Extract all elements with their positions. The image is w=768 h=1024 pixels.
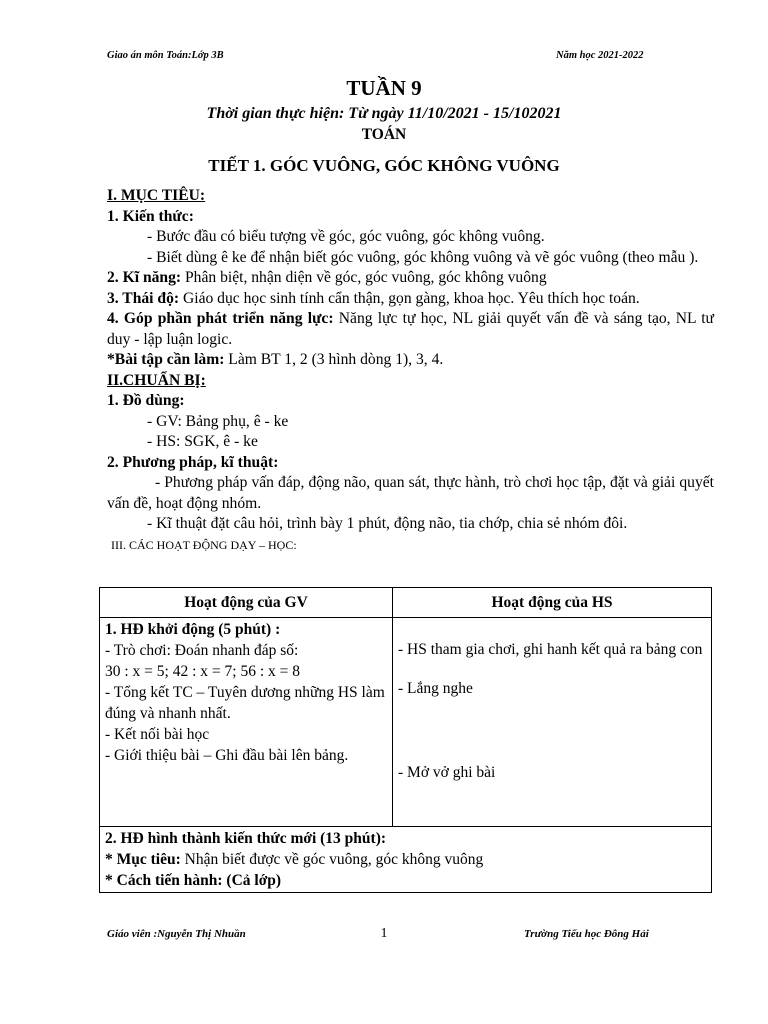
- competence-line: [107, 309, 714, 350]
- exercise-text: Làm BT 1, 2 (3 hình dòng 1), 3, 4.: [224, 351, 444, 368]
- warmup-hs-1: - HS tham gia chơi, ghi hanh kết quả ra bảng con: [398, 641, 703, 658]
- section3-heading: III. CÁC HOẠT ĐỘNG DẠY – HỌC:: [111, 537, 297, 552]
- activities-table: [99, 587, 712, 893]
- col-header-hs: Hoạt động của HS: [393, 588, 712, 618]
- new-knowledge-heading: 2. HĐ hình thành kiến thức mới (13 phút):: [105, 830, 387, 847]
- tools-gv: - GV: Bảng phụ, ê - ke: [147, 412, 289, 430]
- table-header-row: [100, 588, 712, 618]
- goal-label: * Mục tiêu:: [105, 851, 181, 868]
- knowledge-label: 1. Kiến thức:: [107, 207, 194, 225]
- method-label: * Cách tiến hành: (Cả lớp): [105, 872, 282, 889]
- cell-gv-warmup: [100, 618, 393, 827]
- exercise-label: *Bài tập cần làm:: [107, 351, 225, 368]
- goal-text: Nhận biết được về góc vuông, góc không vuông: [180, 851, 484, 868]
- warmup-gv-3: - Tổng kết TC – Tuyên dương những HS làm đúng và nhanh nhất.: [105, 684, 385, 722]
- lesson-title: TIẾT 1. GÓC VUÔNG, GÓC KHÔNG VUÔNG: [208, 156, 560, 175]
- footer-school: Trường Tiểu học Đông Hải: [524, 928, 649, 940]
- knowledge-item-1: - Bước đầu có biểu tượng về góc, góc vuông, góc không vuông.: [147, 228, 545, 245]
- attitude-text: Giáo dục học sinh tính cẩn thận, gọn gàng, khoa học. Yêu thích học toán.: [179, 289, 640, 307]
- page-title: TUẦN 9: [346, 76, 422, 100]
- methods-label: 2. Phương pháp, kĩ thuật:: [107, 453, 279, 471]
- tools-hs: - HS: SGK, ê - ke: [147, 433, 258, 450]
- skill-label: 2. Kĩ năng:: [107, 269, 182, 286]
- warmup-hs-3: - Mở vở ghi bài: [398, 764, 496, 781]
- warmup-gv-4: - Kết nối bài học: [105, 726, 210, 743]
- warmup-heading: 1. HĐ khởi động (5 phút) :: [105, 621, 281, 638]
- cell-hs-warmup: [393, 618, 712, 827]
- methods-item-1: - Phương pháp vấn đáp, động não, quan sát, thực hành, trò chơi học tập, đặt và giải quyết vấn đề, hoạt động nhóm.: [107, 474, 714, 512]
- competence-label: 4. Góp phần phát triển năng lực:: [107, 310, 334, 327]
- subject-label: TOÁN: [361, 126, 407, 143]
- document-body: [107, 186, 714, 555]
- warmup-gv-2: 30 : x = 5; 42 : x = 7; 56 : x = 8: [105, 663, 301, 680]
- section1-heading: I. MỤC TIÊU:: [107, 187, 206, 204]
- cell-new-knowledge: [100, 827, 712, 893]
- col-header-gv: Hoạt động của GV: [100, 588, 393, 618]
- attitude-line: [107, 289, 714, 310]
- time-label: Thời gian thực hiện: Từ ngày 11/10/2021 - 15/102021: [206, 105, 562, 122]
- warmup-hs-2: - Lắng nghe: [398, 680, 473, 697]
- exercise-line: [107, 350, 714, 371]
- warmup-gv-1: - Trò chơi: Đoán nhanh đáp số:: [105, 642, 299, 659]
- tools-label: 1. Đồ dùng:: [107, 392, 185, 409]
- table-row: [100, 827, 712, 893]
- goal-line: [105, 849, 706, 870]
- table-row: [100, 618, 712, 827]
- methods-item-2: - Kĩ thuật đặt câu hỏi, trình bày 1 phút, động não, tia chớp, chia sẻ nhóm đôi.: [147, 515, 628, 532]
- warmup-gv-5: - Giới thiệu bài – Ghi đầu bài lên bảng.: [105, 747, 349, 764]
- page-number: 1: [380, 926, 388, 941]
- competence-text: Năng lực tự học, NL giải quyết vấn đề và sáng tạo, NL tư duy - lập luận logic.: [107, 310, 714, 348]
- footer-teacher: Giáo viên :Nguyễn Thị Nhuần: [107, 928, 246, 940]
- skill-line: [107, 268, 714, 289]
- header-left: Giao án môn Toán:Lớp 3B: [107, 50, 224, 61]
- attitude-label: 3. Thái độ:: [107, 289, 180, 307]
- section2-heading: II.CHUẨN BỊ:: [107, 371, 206, 389]
- knowledge-item-2: - Biết dùng ê ke để nhận biết góc vuông, góc không vuông và vẽ góc vuông (theo mẫu ).: [147, 248, 699, 266]
- header-right: Năm học 2021-2022: [556, 50, 644, 61]
- skill-text: Phân biệt, nhận diện về góc, góc vuông, góc không vuông: [181, 269, 547, 286]
